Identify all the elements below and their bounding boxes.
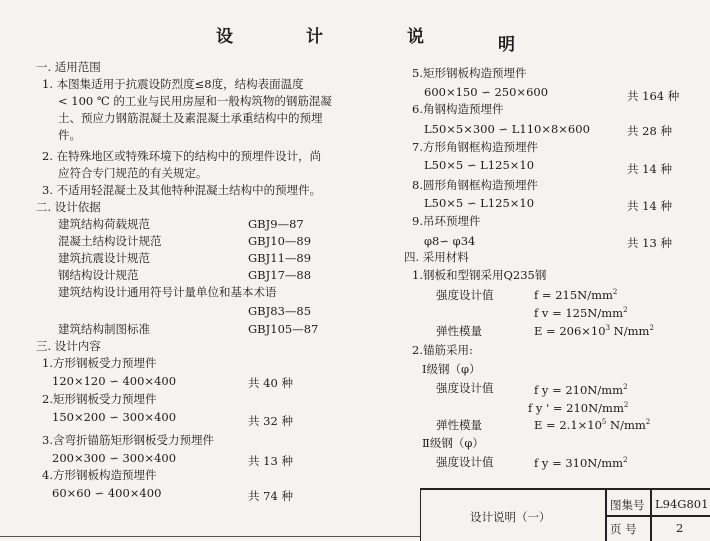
code-name: 建筑抗震设计规范 [58, 251, 150, 265]
code-number: GBJ17—88 [248, 268, 312, 282]
code-number: GBJ9—87 [248, 217, 304, 231]
content-item-count: 共 14 种 [627, 162, 672, 176]
content-item-spec: φ8∽ φ34 [424, 234, 476, 248]
content-item-name: 3.含弯折锚筋矩形钢板受力预埋件 [42, 433, 214, 447]
content-item-count: 共 32 种 [248, 414, 293, 428]
steel-fv-value: f $v = 125N/mm^2$ [534, 306, 628, 320]
code-name: 建筑结构荷载规范 [58, 217, 150, 231]
content-item-name: 6.角钢构造预埋件 [412, 102, 504, 116]
content-item-name: 7.方形角钢框构造预埋件 [412, 140, 538, 154]
scope-item-2-line-1: 2. 在特殊地区或特殊环境下的结构中的预埋件设计，尚 [42, 149, 322, 163]
code-name: 建筑结构设计通用符号计量单位和基本术语 [58, 285, 277, 299]
grade1-fy-prime-value: f y ' = $210N/mm^2$ [528, 401, 629, 415]
title-block-drawing-name: 设计说明（一） [470, 510, 551, 524]
steel-E-value: $E = 206\times 10^3$ $N/mm^2$ [534, 324, 654, 338]
code-number: GBJ105—87 [248, 322, 319, 336]
content-item-spec: 150×200 ∽ 300×400 [52, 410, 177, 424]
section-scope-heading: 一. 适用范围 [36, 60, 101, 74]
content-item-spec: L50×5 ∽ L125×10 [424, 196, 535, 210]
title-char-3: 说 [407, 27, 426, 47]
page-number-label: 页 号 [610, 522, 637, 536]
material-2-heading: 2.锚筋采用: [412, 343, 473, 357]
content-item-spec: 120×120 ∽ 400×400 [52, 374, 177, 388]
bottom-border-line [0, 536, 420, 537]
content-item-spec: 60×60 ∽ 400×400 [52, 486, 162, 500]
code-number: GBJ83—85 [248, 304, 312, 318]
content-item-name: 8.圆形角钢框构造预埋件 [412, 178, 538, 192]
content-item-name: 1.方形钢板受力预埋件 [42, 356, 157, 370]
grade1-fy-value: f $y = 210N/mm^2$ [534, 383, 628, 397]
content-item-spec: 200×300 ∽ 300×400 [52, 451, 177, 465]
strength-label: 强度设计值 [436, 381, 494, 395]
title-block-divider [606, 515, 710, 517]
steel-f-value: $f = 215N/mm^2$ [534, 288, 618, 302]
content-item-count: 共 13 种 [248, 454, 293, 468]
modulus-label: 弹性模量 [436, 418, 482, 432]
section-basis-heading: 二. 设计依据 [36, 200, 101, 214]
title-char-1: 设 [216, 27, 235, 47]
strength-label: 强度设计值 [436, 455, 494, 469]
grade2-fy-value: f $y = 310N/mm^2$ [534, 456, 628, 470]
content-item-name: 2.矩形钢板受力预埋件 [42, 392, 157, 406]
section-content-heading: 三. 设计内容 [36, 339, 101, 353]
atlas-number-label: 图集号 [610, 498, 645, 512]
content-item-count: 共 14 种 [627, 199, 672, 213]
code-name: 钢结构设计规范 [58, 268, 139, 282]
strength-label: 强度设计值 [436, 288, 494, 302]
title-char-4: 明 [498, 35, 517, 55]
content-item-spec: L50×5 ∽ L125×10 [424, 158, 535, 172]
scope-item-3: 3. 不适用轻混凝土及其他特种混凝土结构中的预埋件。 [42, 183, 322, 197]
grade1-E-value: $E = 2.1\times 10^5$ $N/mm^2$ [534, 418, 651, 432]
scope-item-1-line-1: 1. 本图集适用于抗震设防烈度≤8度，结构表面温度 [42, 77, 304, 91]
atlas-number-value: L94G801 [655, 497, 709, 511]
content-item-count: 共 13 种 [627, 236, 672, 250]
code-number: GBJ11—89 [248, 251, 312, 265]
scope-item-1-line-3: 土、预应力钢筋混凝土及素混凝土承重结构中的预埋 [58, 111, 323, 125]
content-item-count: 共 164 种 [627, 89, 680, 103]
content-item-name: 4.方形钢板构造预埋件 [42, 468, 157, 482]
modulus-label: 弹性模量 [436, 324, 482, 338]
content-item-spec: L50×5×300 ∽ L110×8×600 [424, 122, 590, 136]
content-item-count: 共 40 种 [248, 376, 293, 390]
material-1-heading: 1.钢板和型钢采用Q235钢 [412, 268, 547, 282]
code-name: 建筑结构制图标准 [58, 322, 150, 336]
content-item-name: 5.矩形钢板构造预埋件 [412, 66, 527, 80]
title-char-2: 计 [306, 27, 325, 47]
section-materials-heading: 四. 采用材料 [404, 250, 469, 264]
content-item-spec: 600×150 ∽ 250×600 [424, 85, 549, 99]
scope-item-2-line-2: 应符合专门规范的有关规定。 [58, 166, 208, 180]
scope-item-1-line-4: 件。 [58, 128, 81, 142]
code-name: 混凝土结构设计规范 [58, 234, 162, 248]
code-number: GBJ10—89 [248, 234, 312, 248]
content-item-count: 共 74 种 [248, 489, 293, 503]
grade-1-heading: Ⅰ级钢（φ） [422, 362, 481, 376]
content-item-count: 共 28 种 [627, 124, 672, 138]
grade-2-heading: Ⅱ级钢（φ） [422, 436, 484, 450]
page-number-value: 2 [676, 521, 684, 535]
content-item-name: 9.吊环预埋件 [412, 214, 481, 228]
scope-item-1-line-2: < 100 ℃ 的工业与民用房屋和一般构筑物的钢筋混凝 [58, 94, 332, 108]
